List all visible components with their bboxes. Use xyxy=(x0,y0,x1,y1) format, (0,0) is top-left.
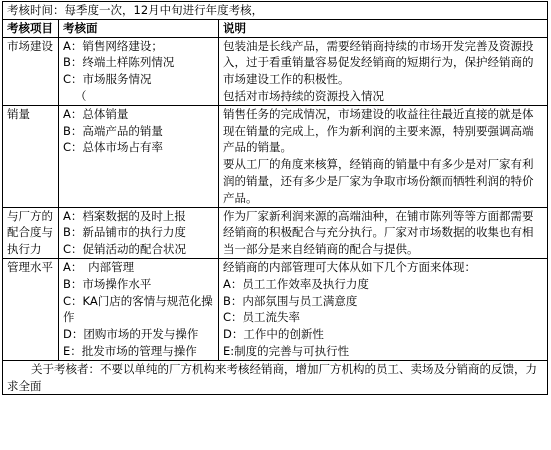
row-aspects xyxy=(59,258,219,360)
aspect-line: C：KA门店的客情与规范化操作 xyxy=(63,293,213,325)
aspect-line: B：高端产品的销量 xyxy=(63,123,163,138)
desc-paragraph: D：工作中的创新性 xyxy=(223,327,324,342)
header-desc: 说明 xyxy=(219,19,548,37)
table-row xyxy=(3,105,548,207)
row-aspects xyxy=(59,207,219,258)
row-desc xyxy=(219,105,548,207)
row-item: 管理水平 xyxy=(3,258,59,360)
row-desc xyxy=(219,207,548,258)
aspect-line: A：总体销量 xyxy=(63,106,129,121)
row-item: 与厂方的配合度与执行力 xyxy=(3,207,59,258)
aspect-line: C：市场服务情况 xyxy=(63,72,152,87)
evaluation-table xyxy=(2,1,548,395)
desc-paragraph: 销售任务的完成情况，市场建设的收益往往最近直接的就是体现在销量的完成上，作为新利润的主要来源，特别要强调高端产品的销量。 xyxy=(223,106,534,155)
table-row xyxy=(3,37,548,105)
desc-paragraph: 作为厂家新利润来源的高端油种，在铺市陈列等等方面都需要经销商的积极配合与充分执行。厂家对市场数据的收集也有相当一部分是来自经销商的配合与提供。 xyxy=(223,208,534,257)
aspect-line: C：促销活动的配合状况 xyxy=(63,242,187,257)
aspect-line: B：新品铺市的执行力度 xyxy=(63,225,186,240)
aspect-line: （ xyxy=(75,88,87,103)
desc-paragraph: 包括对市场持续的资源投入情况 xyxy=(223,88,384,103)
row-aspects xyxy=(59,37,219,105)
header-item: 考核项目 xyxy=(3,19,59,37)
row-desc xyxy=(219,258,548,360)
desc-paragraph: A：员工工作效率及执行力度 xyxy=(223,276,369,291)
row-desc xyxy=(219,37,548,105)
footer-note: 关于考核者：不要以单纯的厂方机构来考核经销商，增加厂方机构的员工、卖场及分销商的反馈，力求全面 xyxy=(3,360,548,395)
table-row xyxy=(3,207,548,258)
aspect-line: A： 内部管理 xyxy=(63,259,135,274)
row-aspects xyxy=(59,105,219,207)
aspect-line: A：档案数据的及时上报 xyxy=(63,208,186,223)
table-row xyxy=(3,258,548,360)
aspect-line: B：市场操作水平 xyxy=(63,276,152,291)
aspect-line: E：批发市场的管理与操作 xyxy=(63,343,197,358)
desc-paragraph: 要从工厂的角度来核算，经销商的销量中有多少是对厂家有利润的销量，还有多少是厂家为争取市场份额而牺牲利润的特价产品。 xyxy=(223,157,534,205)
row-item: 市场建设 xyxy=(3,37,59,105)
aspect-line: C：总体市场占有率 xyxy=(63,140,164,155)
aspect-line: A：销售网络建设； xyxy=(63,38,163,53)
header-aspect: 考核面 xyxy=(59,19,219,37)
top-note: 考核时间：每季度一次，12月中旬进行年度考核， xyxy=(3,2,548,20)
desc-paragraph: B：内部氛围与员工满意度 xyxy=(223,293,358,308)
desc-paragraph: 包装油是长线产品，需要经销商持续的市场开发完善及资源投入，过于看重销量容易促发经销商的短期行为，保护经销商的市场建设工作的积极性。 xyxy=(223,38,534,87)
aspect-line: B：终端土样陈列情况 xyxy=(63,55,175,70)
aspect-line: D：团购市场的开发与操作 xyxy=(63,327,199,342)
desc-paragraph: 经销商的内部管理可大体从如下几个方面来体现： xyxy=(223,259,476,274)
row-item: 销量 xyxy=(3,105,59,207)
desc-paragraph: C：员工流失率 xyxy=(223,310,301,325)
desc-paragraph: E:制度的完善与可执行性 xyxy=(223,343,350,358)
